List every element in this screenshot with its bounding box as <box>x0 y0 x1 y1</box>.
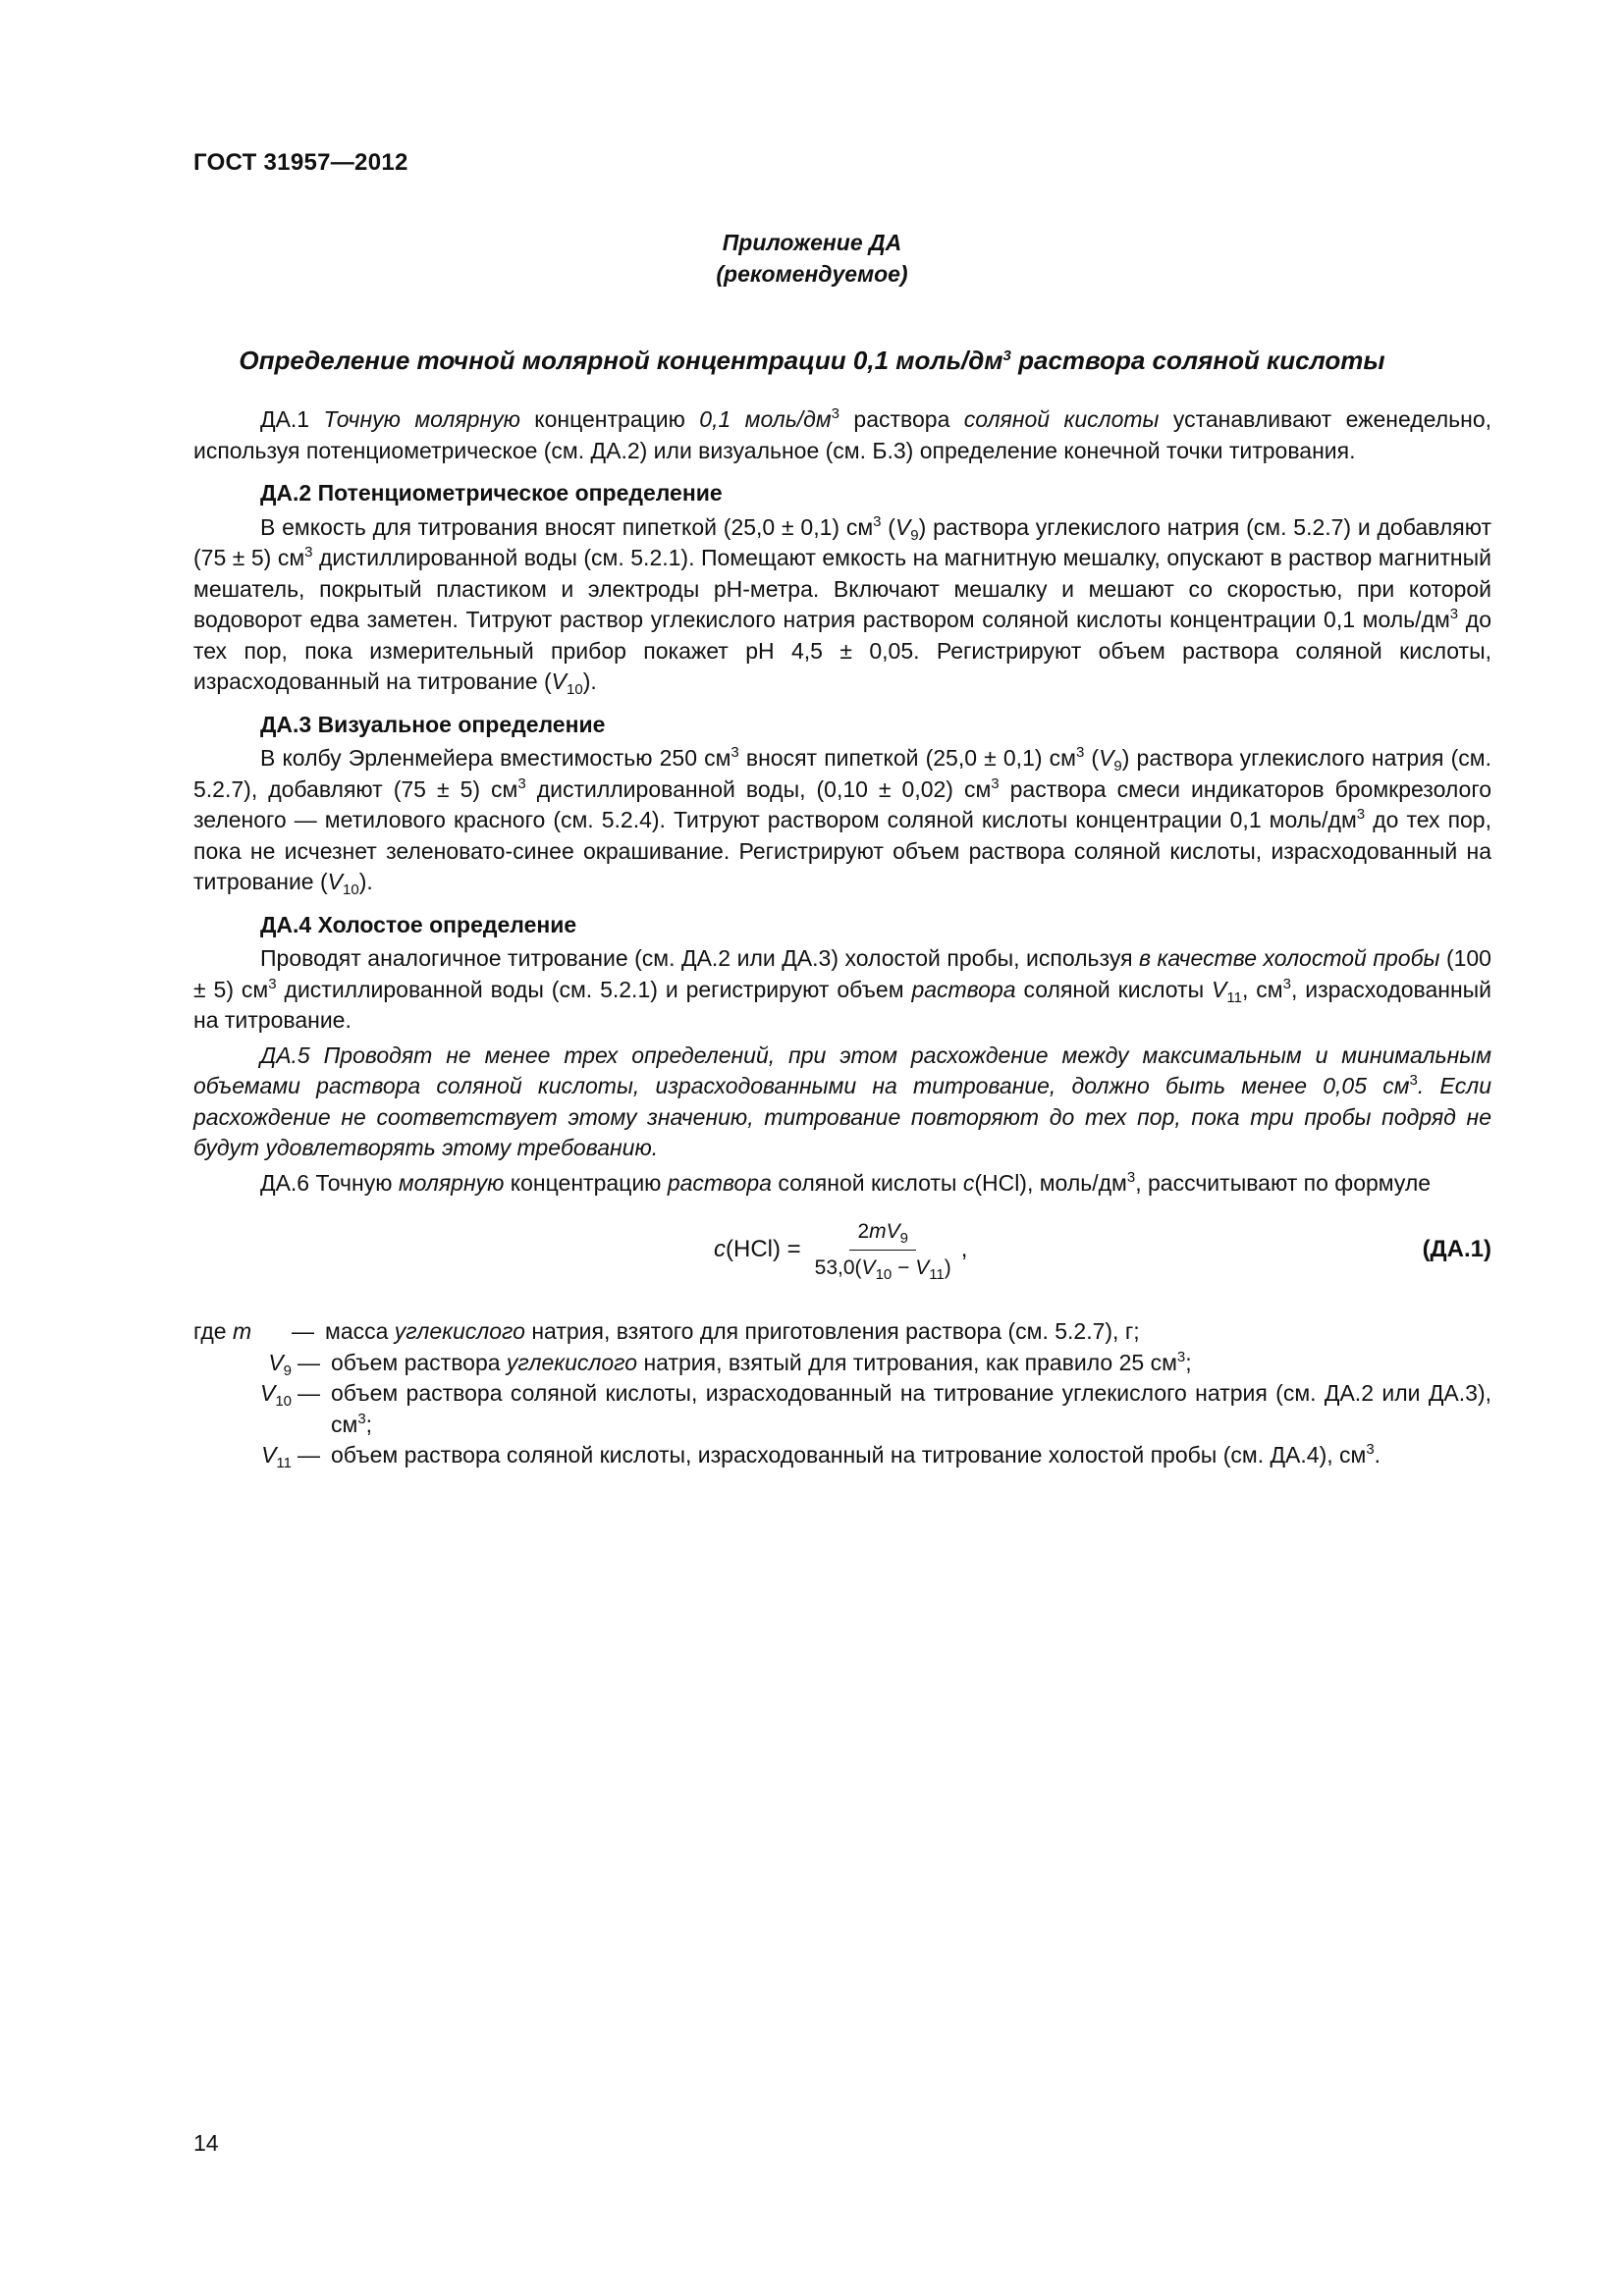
paragraph-da3: В колбу Эрленмейера вместимостью 250 $см^3$ вносят пипеткой (25,0 ± 0,1) $см^3$ $(V_9)$ раствора углекислого натрия (см. 5.2.7), добавляют (75 ± 5) $см^3$ дистиллированной воды, (0,10 ± 0,02) $см^3$ раствора смеси индикаторов бромкрезолого зеленого — метилового красного (см. 5.2.4). Титруют раствором соляной кислоты концентрации 0,1 моль/$дм^3$ до тех пор, пока не исчезнет зеленовато-синее окрашивание. Регистрируют объем раствора соляной кислоты, израсходованный на титрование $(V_{10})$. <box>193 744 1491 898</box>
formula-c: c <box>714 1236 726 1263</box>
paragraph-da2: В емкость для титрования вносят пипеткой (25,0 ± 0,1) $см^3$ $(V_9)$ раствора углекислого натрия (см. 5.2.7) и добавляют (75 ± 5) $см^3$ дистиллированной воды (см. 5.2.1). Помещают емкость на магнитную мешалку, опускают в раствор магнитный мешатель, покрытый пластиком и электроды рН-метра. Включают мешалку и мешают со скоростью, при которой водоворот едва заметен. Титруют раствор углекислого натрия раствором соляной кислоты концентрации 0,1 моль/$дм^3$ до тех пор, пока измерительный прибор покажет рН 4,5 ± 0,05. Регистрируют объем раствора соляной кислоты, израсходованный на титрование $(V_{10})$. <box>193 512 1491 698</box>
definition-v11: $V_{11}$ — объем раствора соляной кислоты, израсходованный на титрование холостой пробы (см. ДА.4), $см^3$. <box>261 1441 1381 1471</box>
paragraph-da6: ДА.6 Точную молярную концентрацию раствора соляной кислоты c(HCl), моль/$дм^3$, рассчитывают по формуле <box>260 1168 1432 1196</box>
formula-hcl: (HCl) = <box>726 1236 801 1263</box>
formula-comma: , <box>960 1236 968 1263</box>
variable-definitions <box>193 1316 1491 1471</box>
document-body <box>193 404 1491 1471</box>
annex-title: Приложение ДА <box>722 230 902 255</box>
definition-v9: $V_9$ — объем раствора углекислого натрия, взятый для титрования, как правило 25 $см^3$; <box>268 1348 1192 1379</box>
heading-da4: ДА.4 Холостое определение <box>260 911 577 937</box>
paragraph-da5: ДА.5 Проводят не менее трех определений, при этом расхождение между максимальным и минимальным объемами раствора соляной кислоты, израсходованными на титрование, должно быть менее 0,05 $см^3$. Если расхождение не соответствует этому значению, титрование повторяют до тех пор, пока три пробы подряд не будут удовлетворять этому требованию. <box>193 1041 1491 1160</box>
definition-v10: $V_{10}$ — объем раствора соляной кислоты, израсходованный на титрование углекислого натрия (см. ДА.2 или ДА.3), $см^3$; <box>259 1380 1491 1437</box>
heading-da3: ДА.3 Визуальное определение <box>260 711 606 737</box>
formula-fraction <box>807 1216 959 1283</box>
page-number: 14 <box>193 2130 219 2156</box>
formula-expression <box>714 1216 967 1283</box>
formula-number: (ДА.1) <box>1422 1236 1491 1262</box>
annex-status: (рекомендуемое) <box>716 261 908 287</box>
formula-numerator: $2mV_9$ <box>849 1216 916 1251</box>
formula-da1 <box>193 1206 1491 1297</box>
definition-m: где m — масса углекислого натрия, взятого для приготовления раствора (см. 5.2.7), г; <box>193 1318 1140 1344</box>
section-title <box>0 346 1624 376</box>
annex-heading <box>0 227 1624 290</box>
paragraph-da4: Проводят аналогичное титрование (см. ДА.2 или ДА.3) холостой пробы, используя в качестве холостой пробы (100 ± 5) $см^3$ дистиллированной воды (см. 5.2.1) и регистрируют объем раствора соляной кислоты $V_{11}$, $см^3$, израсходованный на титрование. <box>193 945 1492 1033</box>
title-superscript: 3 <box>1002 347 1011 364</box>
heading-da2: ДА.2 Потенциометрическое определение <box>260 480 723 506</box>
title-text: Определение точной молярной концентрации 0,1 моль/дм <box>239 346 1003 375</box>
title-text-end: раствора соляной кислоты <box>1010 346 1385 375</box>
document-header: ГОСТ 31957—2012 <box>193 149 408 176</box>
formula-denominator: $53,0(V_{10} - V_{11})$ <box>814 1255 951 1283</box>
paragraph-da1: ДА.1 Точную молярную концентрацию 0,1 моль/$дм^3$ раствора соляной кислоты устанавливают еженедельно, используя потенциометрическое (см. ДА.2) или визуальное (см. Б.3) определение конечной точки титрования. <box>193 405 1491 463</box>
